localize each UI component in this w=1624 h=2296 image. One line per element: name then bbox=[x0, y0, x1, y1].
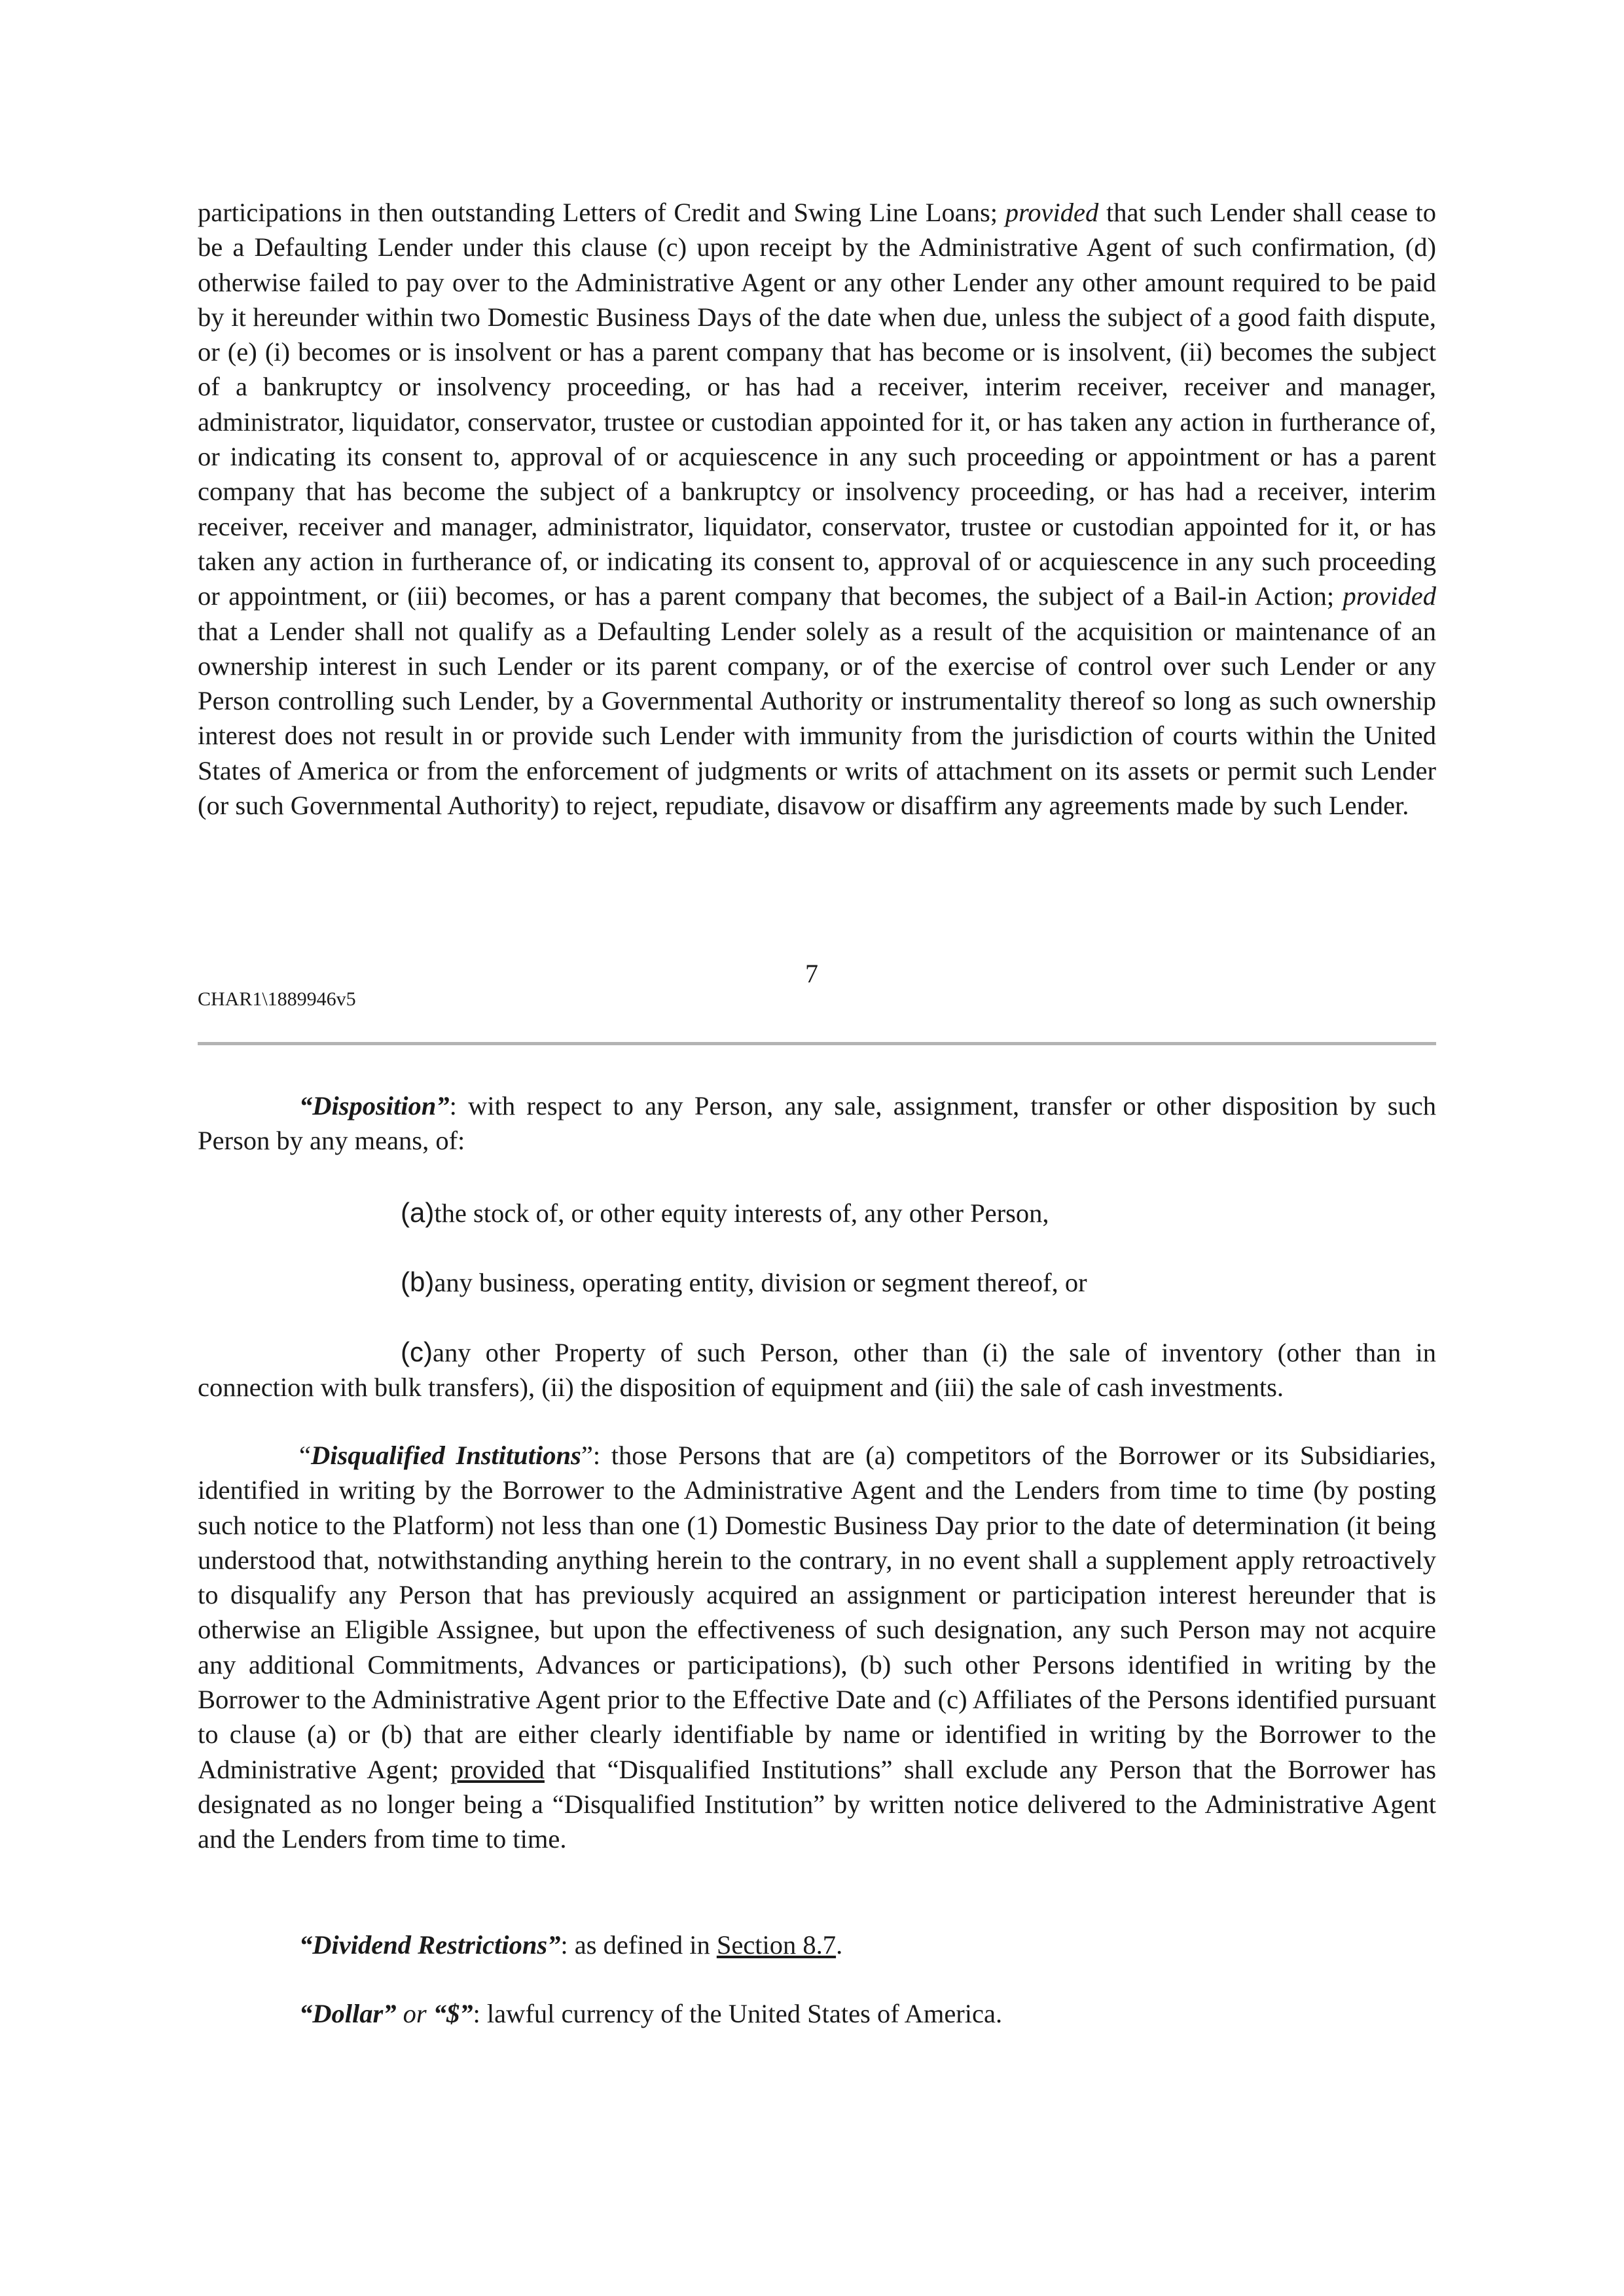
body-paragraph bbox=[198, 1088, 1436, 1158]
text-run: any business, operating entity, division or segment thereof, or bbox=[434, 1268, 1087, 1297]
body-paragraph bbox=[198, 1996, 1436, 2031]
item-label: (c) bbox=[401, 1336, 433, 1367]
defined-term: Disqualified Institutions bbox=[310, 1441, 581, 1470]
page-number: 7 bbox=[805, 959, 818, 988]
list-item bbox=[198, 1335, 1436, 1405]
provided-italic: provided bbox=[1343, 581, 1436, 611]
text-run: : as defined in bbox=[560, 1930, 717, 1960]
text-run: : those Persons that are (a) competitors of the Borrower or its Subsidiaries, identified in writing by the Borrower to the Administrative Agent and the Lenders from time to time (by posting such notice to the Platform) not less than one (1) Domestic Business Day prior to the date of determination (it being understood that, notwithstanding anything herein to the contrary, in no event shall a supplement apply retroactively to disqualify any Person that has previously acquired an assignment or participation interest hereunder that is otherwise an Eligible Assignee, but upon the effectiveness of such designation, any such Person may not acquire any additional Commitments, Advances or participations), (b) such other Persons identified in writing by the Borrower to the Administrative Agent prior to the Effective Date and (c) Affiliates of the Persons identified pursuant to clause (a) or (b) that are either clearly identifiable by name or identified in writing by the Borrower to the Administrative Agent; bbox=[198, 1441, 1437, 1784]
body-paragraph bbox=[198, 1928, 1436, 1962]
definition-disqualified-institutions bbox=[198, 1438, 1436, 1857]
text-run: : with respect to any Person, any sale, assignment, transfer or other disposition by such Person by any means, of: bbox=[198, 1091, 1436, 1156]
definition-disposition bbox=[198, 1088, 1436, 1158]
defined-term: “Dividend Restrictions” bbox=[299, 1930, 561, 1960]
provided-underlined: provided bbox=[450, 1754, 545, 1784]
text-run: or bbox=[396, 1999, 433, 2028]
list-item bbox=[198, 1195, 1436, 1230]
text-run: . bbox=[836, 1930, 843, 1960]
text-run: that such Lender shall cease to be a Defaulting Lender under this clause (c) upon receipt by the Administrative Agent of such confirmation, (d) otherwise failed to pay over to the Administrative Agent or any other Lender any other amount required to be paid by it hereunder within two Domestic Business Days of the date when due, unless the subject of a good faith dispute, or (e) (i) becomes or is insolvent or has a parent company that has become or is insolvent, (ii) becomes the subject of a bankruptcy or insolvency proceeding, or has had a receiver, interim receiver, receiver and manager, administrator, liquidator, conservator, trustee or custodian appointed for it, or has taken any action in furtherance of, or indicating its consent to, approval of or acquiescence in any such proceeding or appointment or has a parent company that has become the subject of a bankruptcy or insolvency proceeding, or has had a receiver, interim receiver, receiver and manager, administrator, liquidator, conservator, trustee or custodian appointed for it, or has taken any action in furtherance of, or indicating its consent to, approval of or acquiescence in any such proceeding or appointment, or (iii) becomes, or has a parent company that becomes, the subject of a Bail-in Action; bbox=[198, 198, 1437, 611]
defined-term: “Disposition” bbox=[299, 1091, 450, 1121]
defaulting-lender-continuation bbox=[198, 195, 1436, 823]
page-break-divider bbox=[198, 1042, 1436, 1045]
definition-dividend-restrictions bbox=[198, 1928, 1436, 1962]
text-run: : lawful currency of the United States of America. bbox=[473, 1999, 1003, 2028]
disposition-item-b bbox=[198, 1265, 1436, 1300]
list-item bbox=[198, 1265, 1436, 1300]
text-run: that a Lender shall not qualify as a Defaulting Lender solely as a result of the acquisition or maintenance of an ownership interest in such Lender or its parent company, or of the exercise of control over such Lender or any Person controlling such Lender, by a Governmental Authority or instrumentality thereof so long as such ownership interest does not result in or provide such Lender with immunity from the jurisdiction of courts within the United States of America or from the enforcement of judgments or writs of attachment on its assets or permit such Lender (or such Governmental Authority) to reject, repudiate, disavow or disaffirm any agreements made by such Lender. bbox=[198, 616, 1436, 821]
text-run: the stock of, or other equity interests of, any other Person, bbox=[434, 1198, 1049, 1228]
text-run: that “Disqualified Institutions” shall exclude any Person that the Borrower has designated as no longer being a “Disqualified Institution” by written notice delivered to the Administrative Agent and the Lenders from time to time. bbox=[198, 1754, 1436, 1854]
section-reference[interactable]: Section 8.7 bbox=[716, 1930, 837, 1960]
body-paragraph bbox=[198, 195, 1436, 823]
quote-mark: ” bbox=[581, 1441, 593, 1470]
provided-italic: provided bbox=[1005, 198, 1099, 227]
text-run: any other Property of such Person, other than (i) the sale of inventory (other than in connection with bulk transfers), (ii) the disposition of equipment and (iii) the sale of cash investments. bbox=[198, 1338, 1436, 1403]
text-run: participations in then outstanding Letters of Credit and Swing Line Loans; bbox=[198, 198, 1005, 227]
quote-mark: “ bbox=[299, 1441, 311, 1470]
disposition-item-a bbox=[198, 1195, 1436, 1230]
disposition-item-c bbox=[198, 1335, 1436, 1405]
body-paragraph bbox=[198, 1438, 1436, 1857]
item-label: (b) bbox=[401, 1266, 435, 1297]
defined-term: “$” bbox=[433, 1999, 473, 2028]
document-id: CHAR1\1889946v5 bbox=[198, 988, 356, 1010]
item-label: (a) bbox=[401, 1197, 435, 1228]
definition-dollar bbox=[198, 1996, 1436, 2031]
defined-term: “Dollar” bbox=[299, 1999, 397, 2028]
